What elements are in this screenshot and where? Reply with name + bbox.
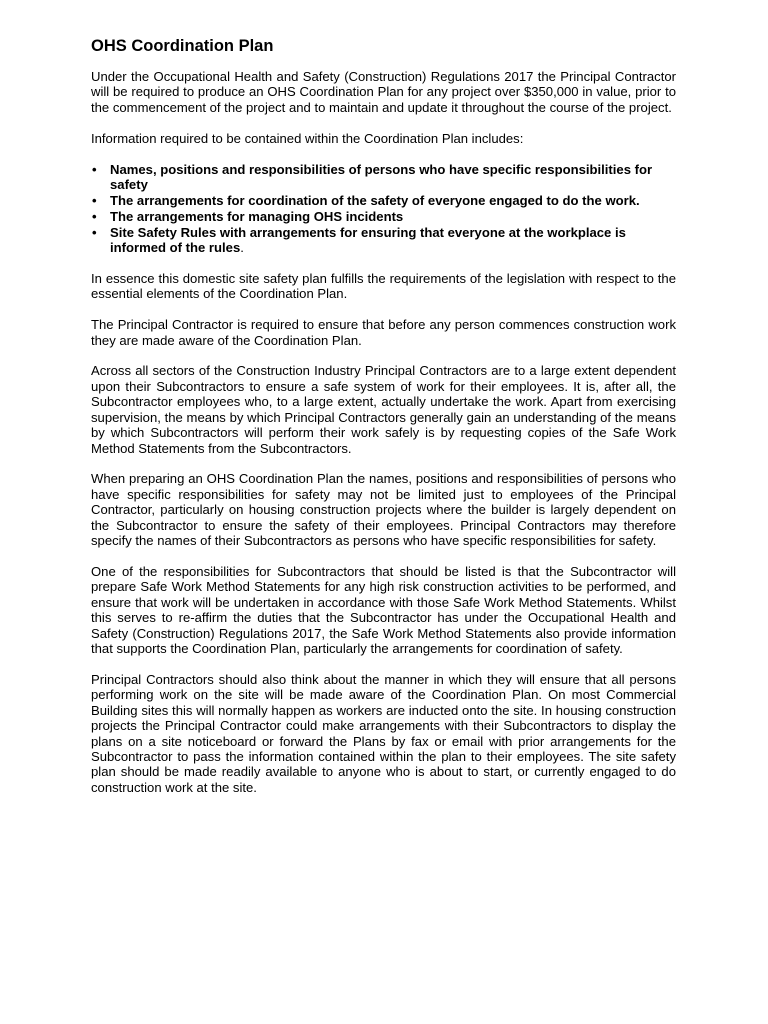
list-item-text: The arrangements for managing OHS incidents (110, 209, 404, 225)
bullet-icon: • (92, 225, 97, 241)
document-page (91, 36, 676, 811)
body-paragraph: In essence this domestic site safety plan fulfills the requirements of the legislation with respect to the essential elements of the Coordination Plan. (91, 270, 676, 302)
intro-paragraph: Under the Occupational Health and Safety (Construction) Regulations 2017 the Principal Contractor will be required to produce an OHS Coordination Plan for any project over $350,000 in value, prior to the commencement of the project and to maintain and update it throughout the course of the project. (91, 69, 676, 115)
requirements-list (91, 162, 676, 256)
list-intro-paragraph: Information required to be contained within the Coordination Plan includes: (91, 130, 524, 146)
body-paragraph: When preparing an OHS Coordination Plan the names, positions and responsibilities of persons who have specific responsibilities for safety may not be limited just to employees of the Principal Contractor, particularly on housing construction projects where the builder is largely dependent on the Subcontractor to ensure the safety of their employees. Principal Contractors may therefore specify the names of their Subcontractors as persons who have specific responsibilities for safety. (91, 471, 676, 549)
list-item-text: The arrangements for coordination of the safety of everyone engaged to do the work. (110, 193, 640, 209)
list-item-text: Names, positions and responsibilities of persons who have specific responsibilities for safety (110, 161, 653, 193)
list-item-text: Site Safety Rules with arrangements for ensuring that everyone at the workplace is informed of the rules (110, 225, 626, 256)
list-item (91, 225, 676, 256)
body-paragraph: Across all sectors of the Construction Industry Principal Contractors are to a large extent dependent upon their Subcontractors to ensure a safe system of work for their employees. It is, after all, the Subcontractor employees who, to a large extent, actually undertake the work. Apart from exercising supervision, the means by which Principal Contractors generally gain an understanding of the means by which Subcontractors will perform their work safely is by requesting copies of the Safe Work Method Statements from the Subcontractors. (91, 363, 676, 456)
bullet-icon: • (92, 161, 97, 177)
list-item-tail: . (240, 240, 244, 256)
list-item (91, 193, 676, 208)
bullet-icon: • (92, 193, 97, 209)
body-paragraph: The Principal Contractor is required to ensure that before any person commences construction work they are made aware of the Coordination Plan. (91, 317, 676, 348)
bullet-icon: • (92, 209, 97, 225)
body-paragraph: One of the responsibilities for Subcontractors that should be listed is that the Subcontractor will prepare Safe Work Method Statements for any high risk construction activities to be performed, and ensure that work will be undertaken in accordance with those Safe Work Method Statements. Whilst this serves to re-affirm the duties that the Subcontractor has under the Occupational Health and Safety (Construction) Regulations 2017, the Safe Work Method Statements also provide information that supports the Coordination Plan, particularly the arrangements for coordination of safety. (91, 563, 676, 656)
list-item (91, 209, 676, 224)
list-item (91, 162, 676, 193)
page-title: OHS Coordination Plan (91, 37, 274, 55)
body-paragraph: Principal Contractors should also think about the manner in which they will ensure that all persons performing work on the site will be made aware of the Coordination Plan. On most Commercial Building sites this will normally happen as workers are inducted onto the site. In housing construction projects the Principal Contractor could make arrangements with their Subcontractors to display the plans on a site noticeboard or forward the Plans by fax or email with prior arrangements for the Subcontractor to pass the information contained within the plan to their employees. The site safety plan should be made readily available to anyone who is about to start, or currently engaged to do construction work at the site. (91, 671, 676, 795)
